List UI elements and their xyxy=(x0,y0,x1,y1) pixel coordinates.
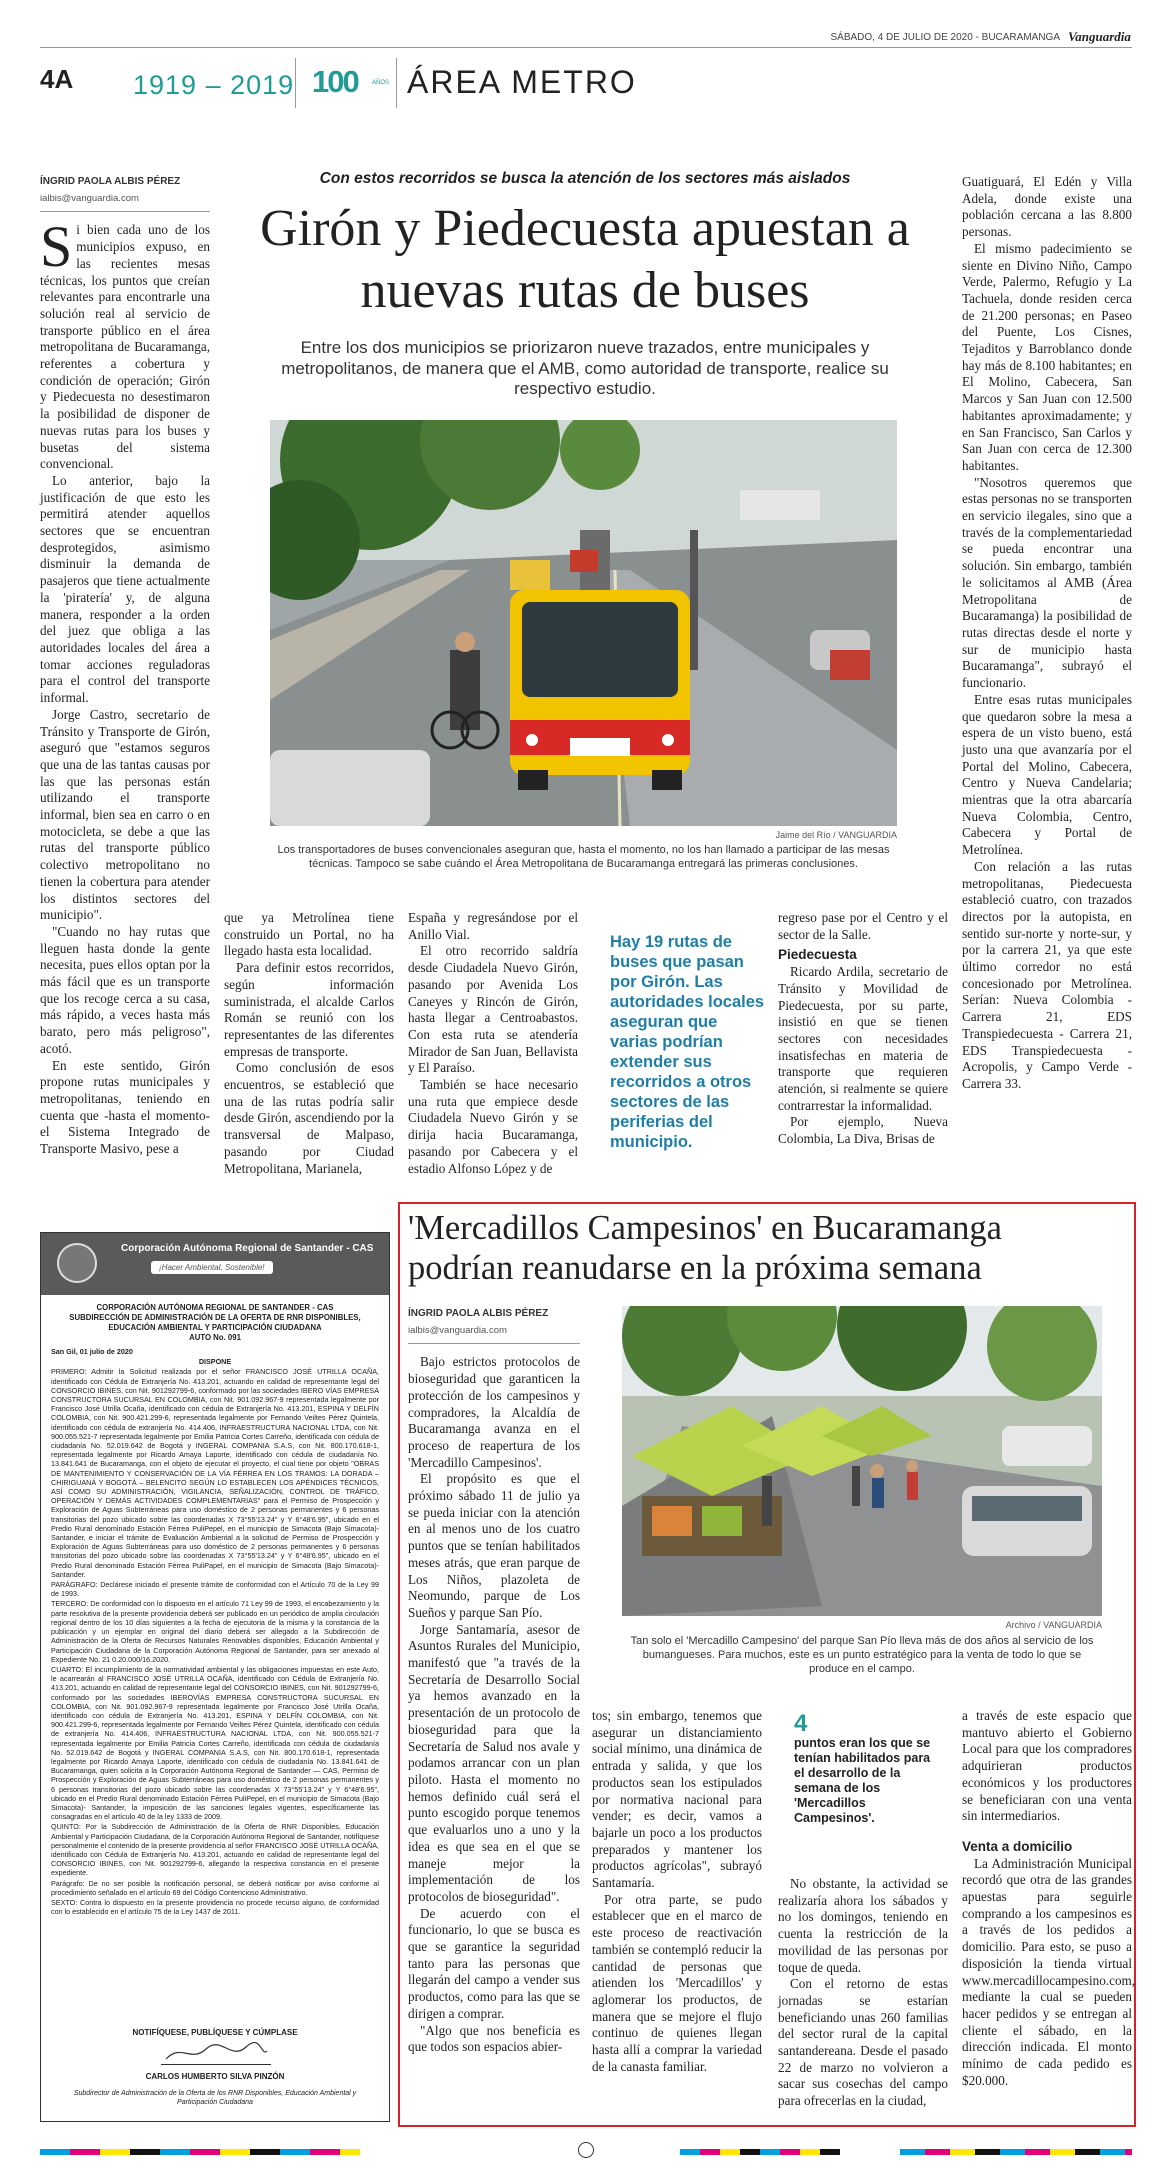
notice-title-2: SUBDIRECCIÓN DE ADMINISTRACIÓN DE LA OFERTA DE RNR DISPONIBLES, EDUCACIÓN AMBIENTAL Y PARTICIPACIÓN CIUDADANA xyxy=(69,1313,361,1332)
anniversary-number: 100 xyxy=(312,64,358,99)
body-paragraph: "Nosotros queremos que estas personas no se transporten en servicio ilegales, sino que a través de la complementariedad se pueda encontrar una solución. Sin embargo, también le solicitamos al AMB (Área Metropolitana de Bucaramanga) la posibilidad de rutas directas desde el norte y sur de municipio hasta Bucaramanga", subrayó el funcionario. xyxy=(962,474,1132,691)
mercadillos-col-1 xyxy=(408,1306,580,2056)
dateline-text: SÁBADO, 4 DE JULIO DE 2020 - BUCARAMANGA xyxy=(830,32,1060,43)
body-paragraph: Por otra parte, se pudo establecer que en el marco de este proceso de reactivación también se contempló reducir la cantidad de personas que atienden los 'Mercadillos' y aglomerar los productos, de manera que se mejore el flujo continuo de quienes llegan hasta allí a comprar la variedad de la canasta familiar. xyxy=(592,1891,762,2074)
photo-caption: Los transportadores de buses convencionales aseguran que, hasta el momento, no los han llamado a participar de las mesas técnicas. Tampoco se sabe cuándo el Área Metropolitana de Bucaramanga entregará las primeras conclusiones. xyxy=(277,844,890,870)
market-photo-credit: Archivo / VANGUARDIA xyxy=(1005,1620,1102,1630)
notice-seal-icon xyxy=(57,1243,97,1283)
body-paragraph: España y regresándose por el Anillo Vial. xyxy=(408,910,578,942)
deck: Entre los dos municipios se priorizaron nueve trazados, entre municipales y metropolitanos, de manera que el AMB, como autoridad de transporte, realice su respectivo estudio. xyxy=(281,338,889,398)
market-photo-illustration xyxy=(622,1306,1102,1616)
body-paragraph: Jorge Castro, secretario de Tránsito y Transporte de Girón, aseguró que "estamos seguros que una de las tantas causas por las que las personas están utilizando el transporte informal, bien sea en carro o en motocicleta, se debe a que las rutas del transporte público colectivo metropolitano no tienen la cobertura para atender los distintos sectores del municipio". xyxy=(40,706,210,923)
subhead-venta-domicilio: Venta a domicilio xyxy=(962,1838,1073,1854)
notice-paragraph: QUINTO: Por la Subdirección de Administración de la Oferta de RNR Disponibles, Educación Ambiental y Participación Ciudadana, de la Corporación Autónoma Regional de Santander, notifíquese personalmente el contenido de la presente providencia al señor FRANCISCO JOSÉ UTRILLA OCAÑA, identificado con Cédula de Extranjería No. 413.201, actuando en calidad de representante legal del CONSORCIO IBINES, con Nit. 901292799-6, allegando la respectiva constancia en el presente expediente. xyxy=(51,1822,379,1878)
header-divider-2 xyxy=(396,58,397,108)
header-divider-1 xyxy=(295,58,296,108)
body-paragraph: En este sentido, Girón propone rutas municipales y metropolitanas, teniendo en cuenta que -hasta el momento- el Sistema Integrado de Transporte Masivo, pese a xyxy=(40,1057,210,1157)
body-paragraph: La Administración Municipal recordó que otra de las grandes apuestas para seguirle comprando a los campesinos es a través de los pedidos a domicilio. Para esto, se puso a disposición la tienda virtual www.mercadillocampesino.com, mediante la cual se pueden hacer pedidos y se entregan al cliente el sábado, en la dirección indicada. El monto mínimo de cada pedido es $20.000. xyxy=(962,1855,1136,2088)
body-paragraph: No obstante, la actividad se realizaría ahora los sábados y no los domingos, teniendo en cuenta la restricción de la movilidad de las personas por toque de queda. xyxy=(778,1876,948,1975)
color-bar-right xyxy=(900,2149,1132,2155)
body-paragraph: regreso pase por el Centro y el sector de la Salle. xyxy=(778,910,948,942)
notice-signature xyxy=(161,2041,271,2065)
headline xyxy=(225,198,945,322)
body-paragraph: "Cuando no hay rutas que lleguen hasta donde la gente necesita, pues ellos optan por la más fácil que es un transporte que los recoge cerca a su casa, más rápido, a veces hasta más barato, pero más peligroso", acotó. xyxy=(40,923,210,1056)
main-col-6 xyxy=(962,174,1132,1093)
body-paragraph: a través de este espacio que mantuvo abierto el Gobierno Local para que los compradores adquirieran productos económicos y los productores se beneficiaran con una venta sin intermediarios. xyxy=(962,1708,1132,1824)
body-paragraph: Jorge Santamaría, asesor de Asuntos Rurales del Municipio, manifestó que "a través de la Secretaría de Desarrollo Social ya hemos avanzado en la presentación de un protocolo de bioseguridad para que la Secretaría de Salud nos avale y podamos arrancar con un plan piloto. Hasta el momento no hemos definido cuál será el punto escogido porque tenemos que evaluarlos uno a uno y la idea es que sea en el que se maneje mejor la implementación de los protocolos de bioseguridad". xyxy=(408,1621,580,1904)
body-paragraph: Entre esas rutas municipales que quedaron sobre la mesa a espera de un visto bueno, está justo una que avanzaría por el Portal del Molino, Cabecera, Centro y Nueva Candelaria; mientras que la otra abarcaría Nueva Colombia, Centro, Cabecera y Portal de Metrolínea. xyxy=(962,691,1132,858)
notice-titles xyxy=(41,1295,389,1347)
body-paragraph: Si bien cada uno de los municipios expuso, en las recientes mesas técnicas, los puntos que creían relevantes para encontrarle una solución real al servicio de transporte público en el área metropolitana de Bucaramanga, referentes a cobertura y condición de operación; Girón y Piedecuesta no desestimaron la posibilidad de disponer de nuevas rutas para los buses y busetas del sistema convencional. xyxy=(40,214,210,472)
section-title: ÁREA METRO xyxy=(407,64,637,100)
page-number: 4A xyxy=(40,64,74,94)
body-paragraph: Con el retorno de estas jornadas se estarían beneficiando unas 260 familias del sector rural de la capital santandereana. Desde el pasado 22 de marzo no volvieron a sacar sus cosechas del campo para ofrecerlas en la ciudad, xyxy=(778,1976,948,2109)
stat-text: puntos eran los que se tenían habilitados para el desarrollo de la semana de los 'Mercadillos Campesinos'. xyxy=(794,1736,931,1825)
notice-banner-sub: ¡Hacer Ambiental, Sostenible! xyxy=(151,1261,273,1274)
anniversary-years: 1919 – 2019 xyxy=(133,70,295,100)
signature-scribble xyxy=(161,2041,271,2065)
dateline xyxy=(660,32,1060,43)
body-paragraph: Lo anterior, bajo la justificación de que esto les permitirá atender aquellos sectores que se encuentran desprotegidos, asimismo disminuir la demanda de pasajeros que tiene actualmente la 'piratería' y, de alguna manera, responder a la orden del juez que obliga a las autoridades locales del área a tomar acciones reguladoras para el control del transporte informal. xyxy=(40,472,210,706)
legal-notice xyxy=(40,1232,390,2122)
byline: ÍNGRID PAOLA ALBIS PÉREZ xyxy=(40,176,181,187)
bus-shape xyxy=(510,590,690,790)
body-paragraph: Bajo estrictos protocolos de bioseguridad que garanticen la protección de los campesinos y compradores, la Alcaldía de Bucaramanga avanza en el proceso de reapertura de los 'Mercadillo Campesinos'. xyxy=(408,1354,580,1470)
notice-paragraph: PRIMERO: Admitir la Solicitud realizada por el señor FRANCISCO JOSÉ UTRILLA OCAÑA, identificado con Cédula de Extranjería No. 413.201, actuando en calidad de representante legal del CONSORCIO IBINES, con Nit. 901292799-6, conformado por las sociedades IBERO VÍAS EMPRESA CONSTRUCTORA SUCURSAL EN COLOMBIA, con Nit. 901.092.967-9 representada legalmente por Francisco José Utrilla Ocaña, identificado con cédula de Extranjería No. 413.201, ESPINA Y DELFÍN COLOMBIA, con Nit. 900.421.299-6, representada legalmente por Fernando Veiltes Pérez Quintela, identificado con cédula de extranjería No. 414.406, INFRAESTRUCTURA NACIONAL LTDA, con Nit. 900.055.521-7 representada legalmente por Emilia Patricia Cortes Carreño, identificada con cédula de ciudadanía No. 52.019.642 de Bogotá y INGERAL COMPANIA S.A.S, con Nit. 800.170.618-1, representada legalmente por Ricardo Amaya Laporte, identificado con cédula de ciudadanía No. 13.841.641 de Bucaramanga, con el objeto de ejecutar el proyecto, el cual tiene por objeto "OBRAS DE MANTENIMIENTO Y CONSERVACIÓN DE LA VÍA FÉRREA EN LOS TRAMOS: LA DORADA – CHIRIGUANÁ Y BOGOTÁ – BELENCITO SEGÚN LO ESTABLECEN LOS APÉNDICES TÉCNICOS, ASÍ COMO SU ADMINISTRACIÓN, VIGILANCIA, SEÑALIZACIÓN, CONTROL DE TRÁFICO, OPERACIÓN Y DEMÁS ACTIVIDADES COMPLEMENTARIAS" para el Permiso de Prospección y Exploración de Aguas Subterráneas para uso doméstico de 2 personas permanentes y 6 personas transitorias del pozo ubicado sobre las coordenadas X 73°55'13.24" y Y 6°48'6.95", ubicado en el Predio Rural denominado Estación Férrea PuliPepel, en el municipio de Simacota (Bajo Simacota)- Santander, e iniciar el trámite de Evaluación Ambiental a la solicitud de Permiso de Prospección y Exploración de Aguas Subterráneas para uso doméstico de 2 personas permanentes y 6 personas transitorias del pozo ubicado sobre las coordenadas X 73°55'13.24" y Y 6°48'6.95", ubicado en el Predio Rural denominado Estación Férrea PuliPapel, en el municipio de Simacota (Bajo Simacota)- Santander. xyxy=(51,1367,379,1579)
notice-banner xyxy=(41,1233,389,1295)
body-paragraph: El otro recorrido saldría desde Ciudadela Nuevo Girón, pasando por Avenida Los Caneyes y Rincón de Girón, hasta llegar a Centroabastos. Con esta ruta se atendería Mirador de San Juan, Bellavista y El Paraíso. xyxy=(408,943,578,1076)
notice-dispone: DISPONE xyxy=(198,1357,232,1367)
body-paragraph: Para definir estos recorridos, según información suministrada, el alcalde Carlos Román se reunió con los representantes de las diferentes empresas de transporte. xyxy=(224,960,394,1059)
market-photo-caption: Tan solo el 'Mercadillo Campesino' del parque San Pío lleva más de dos años al servicio de los bumangueses. Para muchos, este es un punto estratégico para la venta de todo lo que se produce en el campo. xyxy=(630,1635,1094,1675)
notice-paragraph: PARÁGRAFO: Declárese iniciado el presente trámite de conformidad con el Artículo 70 de la Ley 99 de 1993. xyxy=(51,1580,379,1599)
body-paragraph: El mismo padecimiento se siente en Divino Niño, Campo Verde, Palermo, Refugio y La Tachuela, donde residen cerca de 21.200 personas; en Paseo del Puente, Los Cisnes, Tejaditos y Barroblanco donde hay más de 8.100 habitantes; en El Molino, Cabecera, San Marcos y San Juan con 12.500 habitantes aproximadamente; y en San Francisco, San Carlos y San Juan con cerca de 12.300 habitantes. xyxy=(962,240,1132,473)
notice-body xyxy=(41,1347,389,1916)
mercadillos-headline-line-1: 'Mercadillos Campesinos' en Bucaramanga xyxy=(408,1209,1002,1247)
anniversary-word: AÑOS xyxy=(372,80,390,86)
brand-name: Vanguardia xyxy=(1068,29,1131,44)
stat-number: 4 xyxy=(794,1710,808,1737)
body-paragraph: Guatiguará, El Edén y Villa Adela, donde existe una población cercana a las 8.800 personas. xyxy=(962,174,1132,240)
market-photo xyxy=(622,1306,1102,1616)
notice-paragraph: SEXTO: Contra lo dispuesto en la presente providencia no procede recurso alguno, de conformidad con lo establecido en el artículo 75 de la Ley 1437 de 2011. xyxy=(51,1897,379,1917)
notice-banner-title: Corporación Autónoma Regional de Santander - CAS xyxy=(121,1243,374,1254)
mercadillos-col-2 xyxy=(592,1708,762,2075)
notice-title-1: CORPORACIÓN AUTÓNOMA REGIONAL DE SANTANDER - CAS xyxy=(96,1303,334,1312)
headline-line-1: Girón y Piedecuesta apuestan a xyxy=(260,200,910,257)
mercadillos-headline xyxy=(408,1208,1128,1288)
notice-signer-title: Subdirector de Administración de la Oferta de los RNR Disponibles, Educación Ambiental y Participación Ciudadana xyxy=(73,2090,357,2106)
headline-line-2: nuevas rutas de buses xyxy=(360,262,810,319)
anniversary-logo xyxy=(312,64,392,100)
body-paragraph: Por ejemplo, Nueva Colombia, La Diva, Brisas de xyxy=(778,1114,948,1147)
header-rule xyxy=(40,47,1132,48)
notice-paragraph: CUARTO: El incumplimiento de la normatividad ambiental y las obligaciones impuestas en este Auto, le acarrearán al FRANCISCO JOSÉ UTRILLA OCAÑA, identificado con Cédula de Extranjería No. 413.201, actuando en calidad de representante legal del CONSORCIO IBINES, con Nit. 901292799-6, conformado por las sociedades IBEROVÍAS EMPRESA CONSTRUCTORA SUCURSAL EN COLOMBIA, con Nit. 901.092.967-9 representada legalmente por Francisco José Utrilla Ocaña, identificado con cédula de Extranjería No. 413.201, ESPINA Y DELFÍN COLOMBIA, con Nit. 900.421.299-6, representada legalmente por Fernando Veiltes Pérez Quintela, identificado con cédula de extranjería No. 414.406, INFRAESTRUCTURA NACIONAL LTDA, con Nit. 900.055.521-7 representada legalmente por Emilia Patricia Cortes Carreño, identificada con cédula de ciudadanía No. 52.019.642 de Bogotá y INGERAL COMPANIA S.A.S, con Nit. 800.170.618-1, representada legalmente por Ricardo Amaya Laporte, identificado con cédula de ciudadanía No. 13.841.641 de Bucaramanga, quien solicita a la Corporación Autónoma Regional de Santander — CAS, Permiso de Prospección y Exploración de Aguas Subterráneas para uso doméstico de 2 personas permanentes y 6 personas transitorias del pozo ubicado sobre las coordenadas X 73°55'13.24" y Y 6°48'6.95", ubicado en el Predio Rural denominado Estación Férrea PuliPepel, en el municipio de Simacota (Bajo Simacota)- Santander, la imposición de las sanciones legales vigentes, específicamente las consagradas en el artículo 40 de la ley 1333 de 2009. xyxy=(51,1664,379,1822)
drop-cap: S xyxy=(40,214,73,280)
byline-email: ialbis@vanguardia.com xyxy=(40,191,210,213)
mercadillos-byline: ÍNGRID PAOLA ALBIS PÉREZ xyxy=(408,1308,549,1319)
body-paragraph: tos; sin embargo, tenemos que asegurar un distanciamiento social mínimo, una dinámica de entrada y salida, y que los productos sean los estipulados por normativa nacional para vender; es decir, vamos a bajarle un poco a los productos preparados y mantener los productos agrícolas", subrayó Santamaría. xyxy=(592,1708,762,1891)
notice-date: San Gil, 01 julio de 2020 xyxy=(51,1347,133,1356)
notice-title-3: AUTO No. 091 xyxy=(189,1333,241,1342)
body-paragraph: Como conclusión de esos encuentros, se estableció que una de las rutas podría salir desde Girón, ascendiendo por la transversal de Malpaso, pasando por Ciudad Metropolitana, Marianela, xyxy=(224,1060,394,1176)
main-col-3 xyxy=(408,910,578,1177)
mercadillos-byline-email: ialbis@vanguardia.com xyxy=(408,1323,580,1345)
mercadillos-col-3 xyxy=(778,1876,948,2110)
main-col-1 xyxy=(40,174,210,1158)
color-bar-left xyxy=(40,2149,360,2155)
subhead-piedecuesta: Piedecuesta xyxy=(778,947,857,963)
body-paragraph: También se hace necesario una ruta que empiece desde Ciudadela Nuevo Girón y se dirija hacia Bucaramanga, pasando por Cabecera y el estadio Alfonso López y de xyxy=(408,1077,578,1176)
photo-credit: Jaime del Río / VANGUARDIA xyxy=(775,830,897,840)
brand-logo xyxy=(1068,29,1131,45)
body-paragraph: El propósito es que el próximo sábado 11 de julio ya se pueda iniciar con la atención en al menos uno de los cuatro puntos que se tenían habilitados meses atrás, que eran parque de Los Niños, plazoleta de Neomundo, parque de Los Sueños y parque San Pío. xyxy=(408,1471,580,1620)
color-bar-center xyxy=(680,2149,840,2155)
notice-closing: NOTIFÍQUESE, PUBLÍQUESE Y CÚMPLASE xyxy=(132,2028,298,2037)
stat-box xyxy=(794,1712,944,1826)
bus-photo-illustration xyxy=(270,420,897,826)
body-paragraph: Ricardo Ardila, secretario de Tránsito y Movilidad de Piedecuesta, por su parte, insistió en que se tienen sectores con necesidades insatisfechas en materia de transporte que requieren atención, si realmente se quiere contrarrestar la informalidad. xyxy=(778,964,948,1113)
notice-paragraph: Parágrafo: De no ser posible la notificación personal, se deberá notificar por aviso conforme al procedimiento señalado en el artículo 69 del Código Contencioso Administrativo. xyxy=(51,1878,379,1897)
bus-photo xyxy=(270,420,897,826)
body-paragraph: Con relación a las rutas metropolitanas, Piedecuesta estableció cuatro, con trazados directos por la autopista, en sentido sur-norte y norte-sur, y por la carrera 21, ya que este último corredor no está concesionado por Metrolínea. Serían: Nueva Colombia - Carrera 21, EDS Transpiedecuesta - Carrera 21, EDS Transpiedecuesta - Acropolis, y Campo Verde - Carrera 33. xyxy=(962,858,1132,1091)
notice-paragraph: TERCERO: De conformidad con lo dispuesto en el artículo 71 Ley 99 de 1993, el encabezamiento y la parte resolutiva de la presente providencia deberá ser publicado en un periódico de amplia circulación regional dentro de los 10 días siguientes a la fecha de ejecutoria de la misma y la constancia de la publicación y un ejemplar en original del diario deberá ser allegado a la Subdirección de Administración de la Oferta de Recursos Naturales Renovables disponibles, Educación Ambiental y Participación Ciudadana de la Corporación Autónoma Regional de Santander, para ser anexado al Expediente No. 21 0.20.000/16.2020. xyxy=(51,1599,379,1664)
main-col-5 xyxy=(778,910,948,1148)
body-paragraph: que ya Metrolínea tiene construido un Portal, no ha llegado hasta esta localidad. xyxy=(224,910,394,959)
body-paragraph: De acuerdo con el funcionario, lo que se busca es que se garantice la seguridad tanto para las personas que llegarán del campo a vender sus productos, como para las que se dirigen a comprar. xyxy=(408,1905,580,2021)
kicker: Con estos recorridos se busca la atención de los sectores más aislados xyxy=(319,170,851,187)
main-col-2 xyxy=(224,910,394,1177)
pullquote: Hay 19 rutas de buses que pasan por Girón. Las autoridades locales aseguran que varias podrían extender sus recorridos a otros sectores de las periferias del municipio. xyxy=(610,933,765,1151)
registration-mark-icon xyxy=(578,2142,594,2158)
body-paragraph: "Algo que nos beneficia es que todos son espacios abier- xyxy=(408,2022,580,2055)
mercadillos-col-4 xyxy=(962,1708,1136,2089)
notice-signer: CARLOS HUMBERTO SILVA PINZÓN xyxy=(145,2072,285,2081)
mercadillos-headline-line-2: podrían reanudarse en la próxima semana xyxy=(408,1249,982,1287)
